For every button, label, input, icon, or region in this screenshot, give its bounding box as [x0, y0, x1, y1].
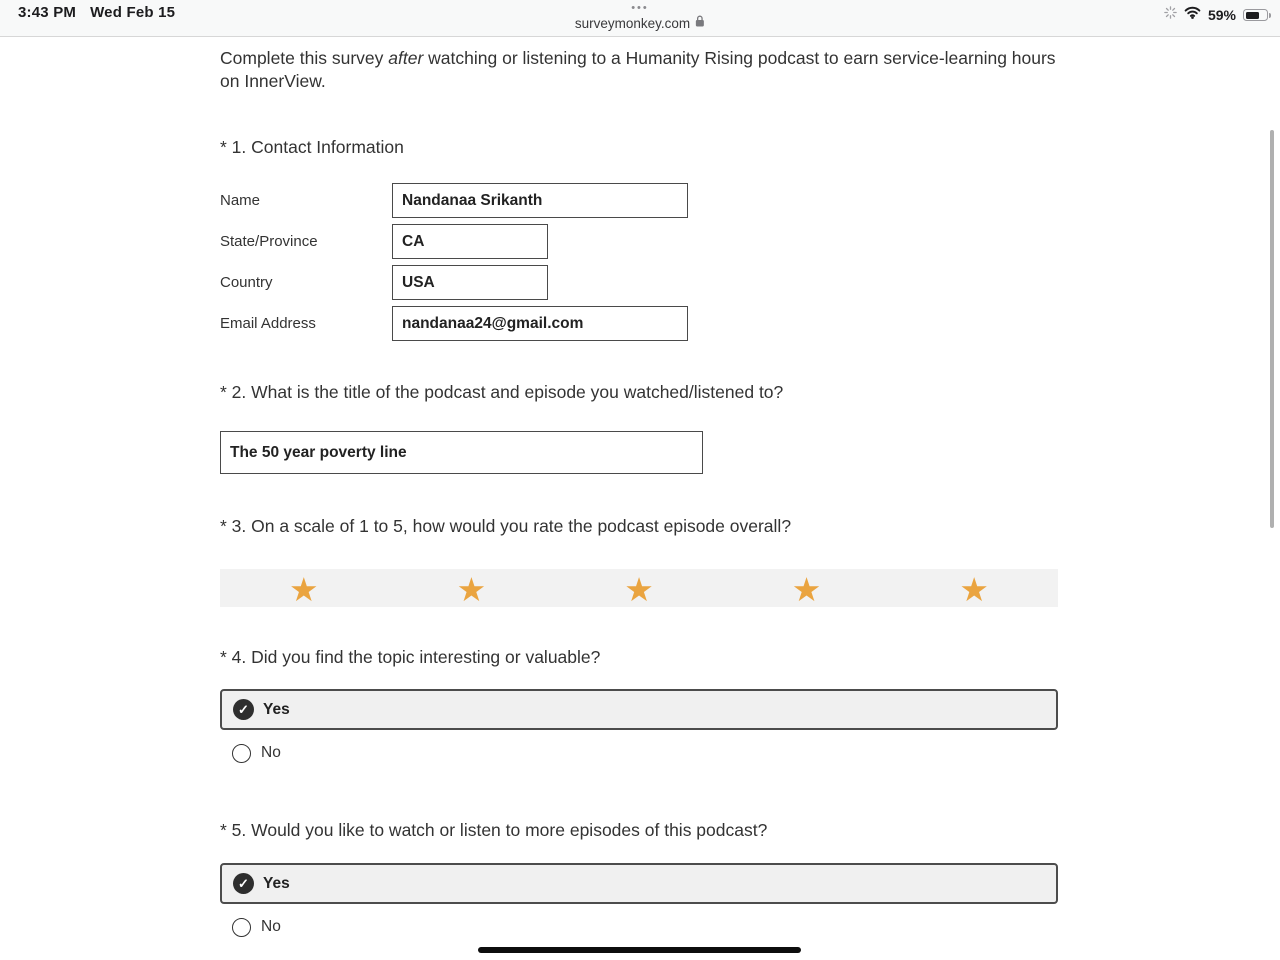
email-input[interactable]	[392, 306, 688, 341]
home-indicator[interactable]	[478, 947, 801, 953]
intro-text-rest: watching or listening to a Humanity Rising podcast to earn service-learning hours on InnerView.	[220, 48, 1056, 91]
star-rating	[220, 569, 1058, 607]
star-rating-3[interactable]	[555, 569, 723, 607]
unchecked-radio-icon	[232, 918, 251, 937]
question-1-heading: * 1. Contact Information	[220, 137, 404, 157]
question-2-heading: * 2. What is the title of the podcast and episode you watched/listened to?	[220, 382, 784, 402]
question-3-heading: * 3. On a scale of 1 to 5, how would you rate the podcast episode overall?	[220, 516, 792, 536]
q5-yes-label: Yes	[263, 874, 290, 892]
field-row-country	[220, 265, 1058, 300]
name-label: Name	[220, 192, 261, 209]
wifi-icon	[1184, 6, 1201, 24]
q4-option-no[interactable]	[220, 742, 281, 764]
checked-radio-icon	[233, 699, 254, 720]
survey-page	[0, 47, 1280, 938]
clock: 3:43 PM	[18, 4, 77, 21]
q5-no-label: No	[261, 918, 281, 935]
contact-fields	[220, 183, 1058, 341]
status-bar	[0, 0, 1280, 37]
network-activity-icon	[1164, 6, 1177, 24]
scrollbar[interactable]	[1270, 130, 1274, 528]
q4-no-label: No	[261, 744, 281, 761]
status-icons	[1164, 6, 1268, 24]
star-rating-4[interactable]	[723, 569, 891, 607]
star-icon: ★	[456, 570, 487, 608]
q5-option-no[interactable]	[220, 916, 281, 938]
state-province-label: State/Province	[220, 233, 318, 250]
battery-percent: 59%	[1207, 7, 1236, 23]
star-icon: ★	[959, 570, 989, 608]
star-icon: ★	[289, 570, 319, 608]
q4-yes-label: Yes	[263, 700, 290, 718]
unchecked-radio-icon	[232, 744, 251, 763]
question-5-heading: * 5. Would you like to watch or listen to more episodes of this podcast?	[220, 820, 768, 840]
intro-italic-word: after	[388, 48, 424, 68]
field-row-email	[220, 306, 1058, 341]
lock-icon	[695, 14, 705, 32]
check-icon: ✓	[238, 701, 249, 717]
state-province-input[interactable]	[392, 224, 548, 259]
url-text[interactable]: surveymonkey.com	[574, 15, 691, 31]
question-4-heading: * 4. Did you find the topic interesting or valuable?	[220, 647, 601, 667]
star-rating-1[interactable]	[220, 569, 388, 607]
page-options-dots-icon[interactable]: •••	[631, 2, 649, 14]
star-rating-5[interactable]	[890, 569, 1058, 607]
country-label: Country	[220, 274, 273, 291]
field-row-name	[220, 183, 1058, 218]
url-bar[interactable]	[575, 3, 705, 32]
survey-intro	[220, 47, 1058, 93]
date: Wed Feb 15	[90, 4, 176, 21]
q5-option-yes[interactable]	[220, 863, 1058, 904]
email-label: Email Address	[220, 315, 316, 332]
podcast-title-input[interactable]	[220, 431, 703, 474]
name-input[interactable]	[392, 183, 688, 218]
country-input[interactable]	[392, 265, 548, 300]
star-icon: ★	[791, 570, 822, 608]
check-icon: ✓	[238, 875, 249, 891]
q4-option-yes[interactable]	[220, 689, 1058, 730]
checked-radio-icon	[233, 873, 254, 894]
star-rating-2[interactable]	[388, 569, 556, 607]
star-icon: ★	[624, 570, 654, 608]
battery-icon	[1243, 9, 1268, 21]
intro-text: Complete this survey	[220, 48, 389, 68]
clock-date	[18, 4, 175, 21]
field-row-state	[220, 224, 1058, 259]
